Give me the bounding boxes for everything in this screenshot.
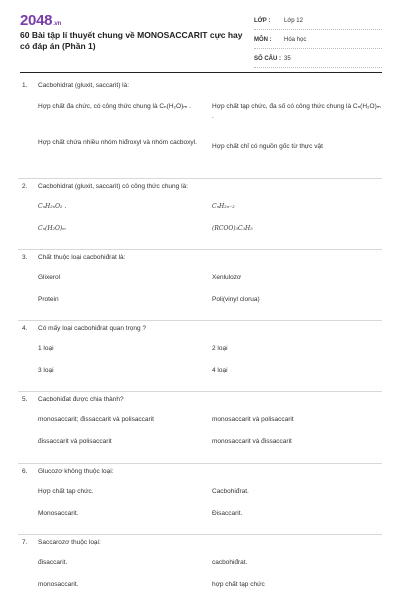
question-text: Cacbohidrat (gluxit, saccarit) là: (38, 82, 130, 89)
answer-option-a[interactable]: Glixerol (38, 274, 61, 281)
question-text: Cacbohiđat được chia thành? (38, 396, 124, 403)
question-item (18, 321, 382, 392)
answer-option-c[interactable]: monosaccarit. (38, 581, 79, 588)
meta-info (254, 14, 382, 71)
question-header (18, 250, 382, 266)
logo-text: 2048 (20, 12, 53, 29)
meta-key: SỐ CÂU : (254, 56, 281, 62)
answer-option-c[interactable]: 3 loại (38, 367, 54, 374)
question-header (18, 321, 382, 337)
question-item (18, 78, 382, 179)
meta-row-grade (254, 14, 382, 30)
meta-value: 35 (284, 56, 291, 62)
answer-option-b[interactable]: cacbohiđrat. (212, 559, 248, 566)
question-header (18, 535, 382, 551)
question-item (18, 179, 382, 250)
question-text: Cacbohidrat (gluxit, saccarit) có công thức chung là: (38, 183, 188, 190)
answer-option-c[interactable]: Monosaccarit. (38, 510, 79, 517)
logo-suffix: .vn (53, 21, 61, 27)
answer-option-a[interactable]: CₙH₂ₙO₂ . (38, 203, 67, 210)
answer-option-b[interactable]: Xenlulozơ (212, 274, 242, 281)
question-text: Glucozơ không thuộc loại: (38, 468, 114, 475)
answer-option-a[interactable]: Hợp chất đa chức, có công thức chung là Cₙ(H₂O)ₘ . (38, 103, 191, 110)
meta-key: LỚP : (254, 18, 271, 24)
header-divider (20, 72, 382, 73)
meta-value: Lớp 12 (284, 18, 303, 24)
question-text: Saccarozơ thuộc loại: (38, 539, 101, 546)
meta-row-subject (254, 33, 382, 49)
answer-option-a[interactable]: Hợp chất tạp chức. (38, 488, 94, 495)
question-item (18, 535, 382, 600)
question-number: 4. (22, 325, 28, 332)
answer-option-a[interactable]: 1 loại (38, 345, 54, 352)
question-number: 3. (22, 254, 28, 261)
answer-option-c[interactable]: Protein (38, 296, 59, 303)
answer-option-a[interactable]: đisaccarit. (38, 559, 68, 566)
question-number: 6. (22, 468, 28, 475)
answer-option-c[interactable]: Cₙ(H₂O)ₘ (38, 225, 66, 232)
answer-option-a[interactable]: monosaccarit; đissaccarit và polisaccarit (38, 416, 154, 423)
answer-option-b[interactable]: 2 loại (212, 345, 228, 352)
document-title: 60 Bài tập lí thuyết chung về MONOSACCARIT cực hay có đáp án (Phần 1) (20, 30, 243, 51)
answer-option-d[interactable]: hợp chất tạp chức (212, 581, 265, 588)
question-item (18, 392, 382, 464)
question-number: 2. (22, 183, 28, 190)
question-header (18, 392, 382, 408)
question-header (18, 78, 382, 94)
question-item (18, 464, 382, 535)
answer-option-d[interactable]: Đisaccarit. (212, 510, 243, 517)
answer-option-d[interactable]: (RCOO)₃C₃H₅ (212, 225, 253, 232)
answer-option-b[interactable]: Cacbohiđrat. (212, 488, 249, 495)
answer-option-d[interactable]: Poli(vinyl clorua) (212, 296, 260, 303)
page-header (0, 0, 400, 70)
question-item (18, 250, 382, 321)
answer-option-b[interactable]: monosaccarit và polisaccarit (212, 416, 294, 423)
question-number: 1. (22, 82, 28, 89)
meta-row-count (254, 52, 382, 68)
site-logo[interactable] (20, 12, 61, 29)
question-header (18, 179, 382, 195)
answer-option-d[interactable]: 4 loại (212, 367, 228, 374)
answer-option-c[interactable]: Hợp chất chứa nhiều nhóm hiđroxyl và nhóm cacboxyl. (38, 139, 197, 146)
answer-option-b[interactable]: CₙH₂ₙ₋₂ (212, 203, 235, 210)
answer-option-c[interactable]: đissaccarit và polisaccarit (38, 438, 112, 445)
question-header (18, 464, 382, 480)
answer-option-b[interactable]: Hợp chất tạp chức, đa số có công thức chung là Cₙ(H₂O)ₘ . (212, 103, 381, 120)
question-number: 5. (22, 396, 28, 403)
answer-option-d[interactable]: monosaccarit và đissaccarit (212, 438, 292, 445)
meta-key: MÔN : (254, 37, 272, 43)
meta-value: Hóa học (284, 37, 307, 43)
question-number: 7. (22, 539, 28, 546)
answer-option-d[interactable]: Hợp chất chỉ có nguồn gốc từ thực vật (212, 143, 323, 150)
question-text: Chất thuộc loại cacbohiđrat là: (38, 254, 126, 261)
question-text: Có mấy loại cacbohiđrat quan trọng ? (38, 325, 147, 332)
question-list (0, 78, 400, 600)
